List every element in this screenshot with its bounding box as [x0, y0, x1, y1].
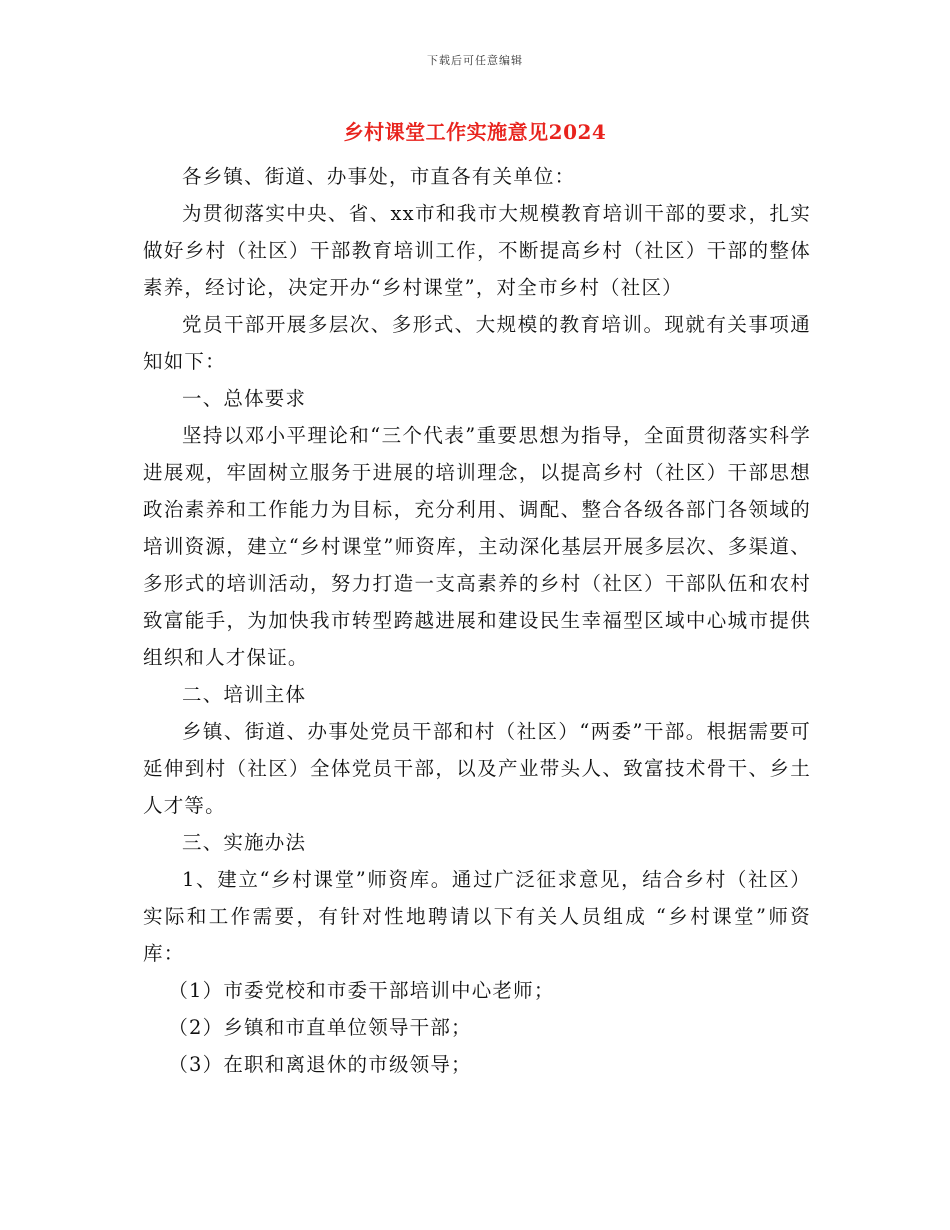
list-item: （1）市委党校和市委干部培训中心老师；	[168, 979, 555, 1002]
paragraph-method-1: 1、建立“乡村课堂”师资库。通过广泛征求意见，结合乡村（社区）实际和工作需要，有针对性地聘请以下有关人员组成 “乡村课堂”师资库：	[143, 868, 811, 965]
paragraph-intro-cont: 党员干部开展多层次、多形式、大规模的教育培训。现就有关事项通知如下：	[143, 313, 811, 373]
list-item: （2）乡镇和市直单位领导干部；	[168, 1016, 472, 1039]
paragraph-intro: 为贯彻落实中央、省、xx市和我市大规模教育培训干部的要求，扎实做好乡村（社区）干部教育培训工作，不断提高乡村（社区）干部的整体素养，经讨论，决定开办“乡村课堂”，对全市乡村（社区）	[143, 202, 811, 299]
section-heading-1: 一、总体要求	[182, 387, 307, 410]
header-note: 下载后可任意编辑	[427, 54, 523, 67]
document-body	[143, 158, 811, 1083]
document-title: 乡村课堂工作实施意见2024	[343, 120, 607, 144]
list-item: （3）在职和离退休的市级领导；	[168, 1053, 472, 1076]
paragraph-general-requirements: 坚持以邓小平理论和“三个代表”重要思想为指导，全面贯彻落实科学进展观，牢固树立服务于进展的培训理念，以提高乡村（社区）干部思想政治素养和工作能力为目标，充分利用、调配、整合各级各部门各领域的培训资源，建立“乡村课堂”师资库，主动深化基层开展多层次、多渠道、多形式的培训活动，努力打造一支高素养的乡村（社区）干部队伍和农村致富能手，为加快我市转型跨越进展和建设民生幸福型区域中心城市提供组织和人才保证。	[143, 424, 811, 669]
section-heading-3: 三、实施办法	[182, 831, 307, 854]
paragraph-salutation: 各乡镇、街道、办事处，市直各有关单位：	[182, 165, 576, 188]
section-heading-2: 二、培训主体	[182, 683, 307, 706]
paragraph-training-subjects: 乡镇、街道、办事处党员干部和村（社区）“两委”干部。根据需要可延伸到村（社区）全体党员干部，以及产业带头人、致富技术骨干、乡土人才等。	[143, 720, 811, 817]
